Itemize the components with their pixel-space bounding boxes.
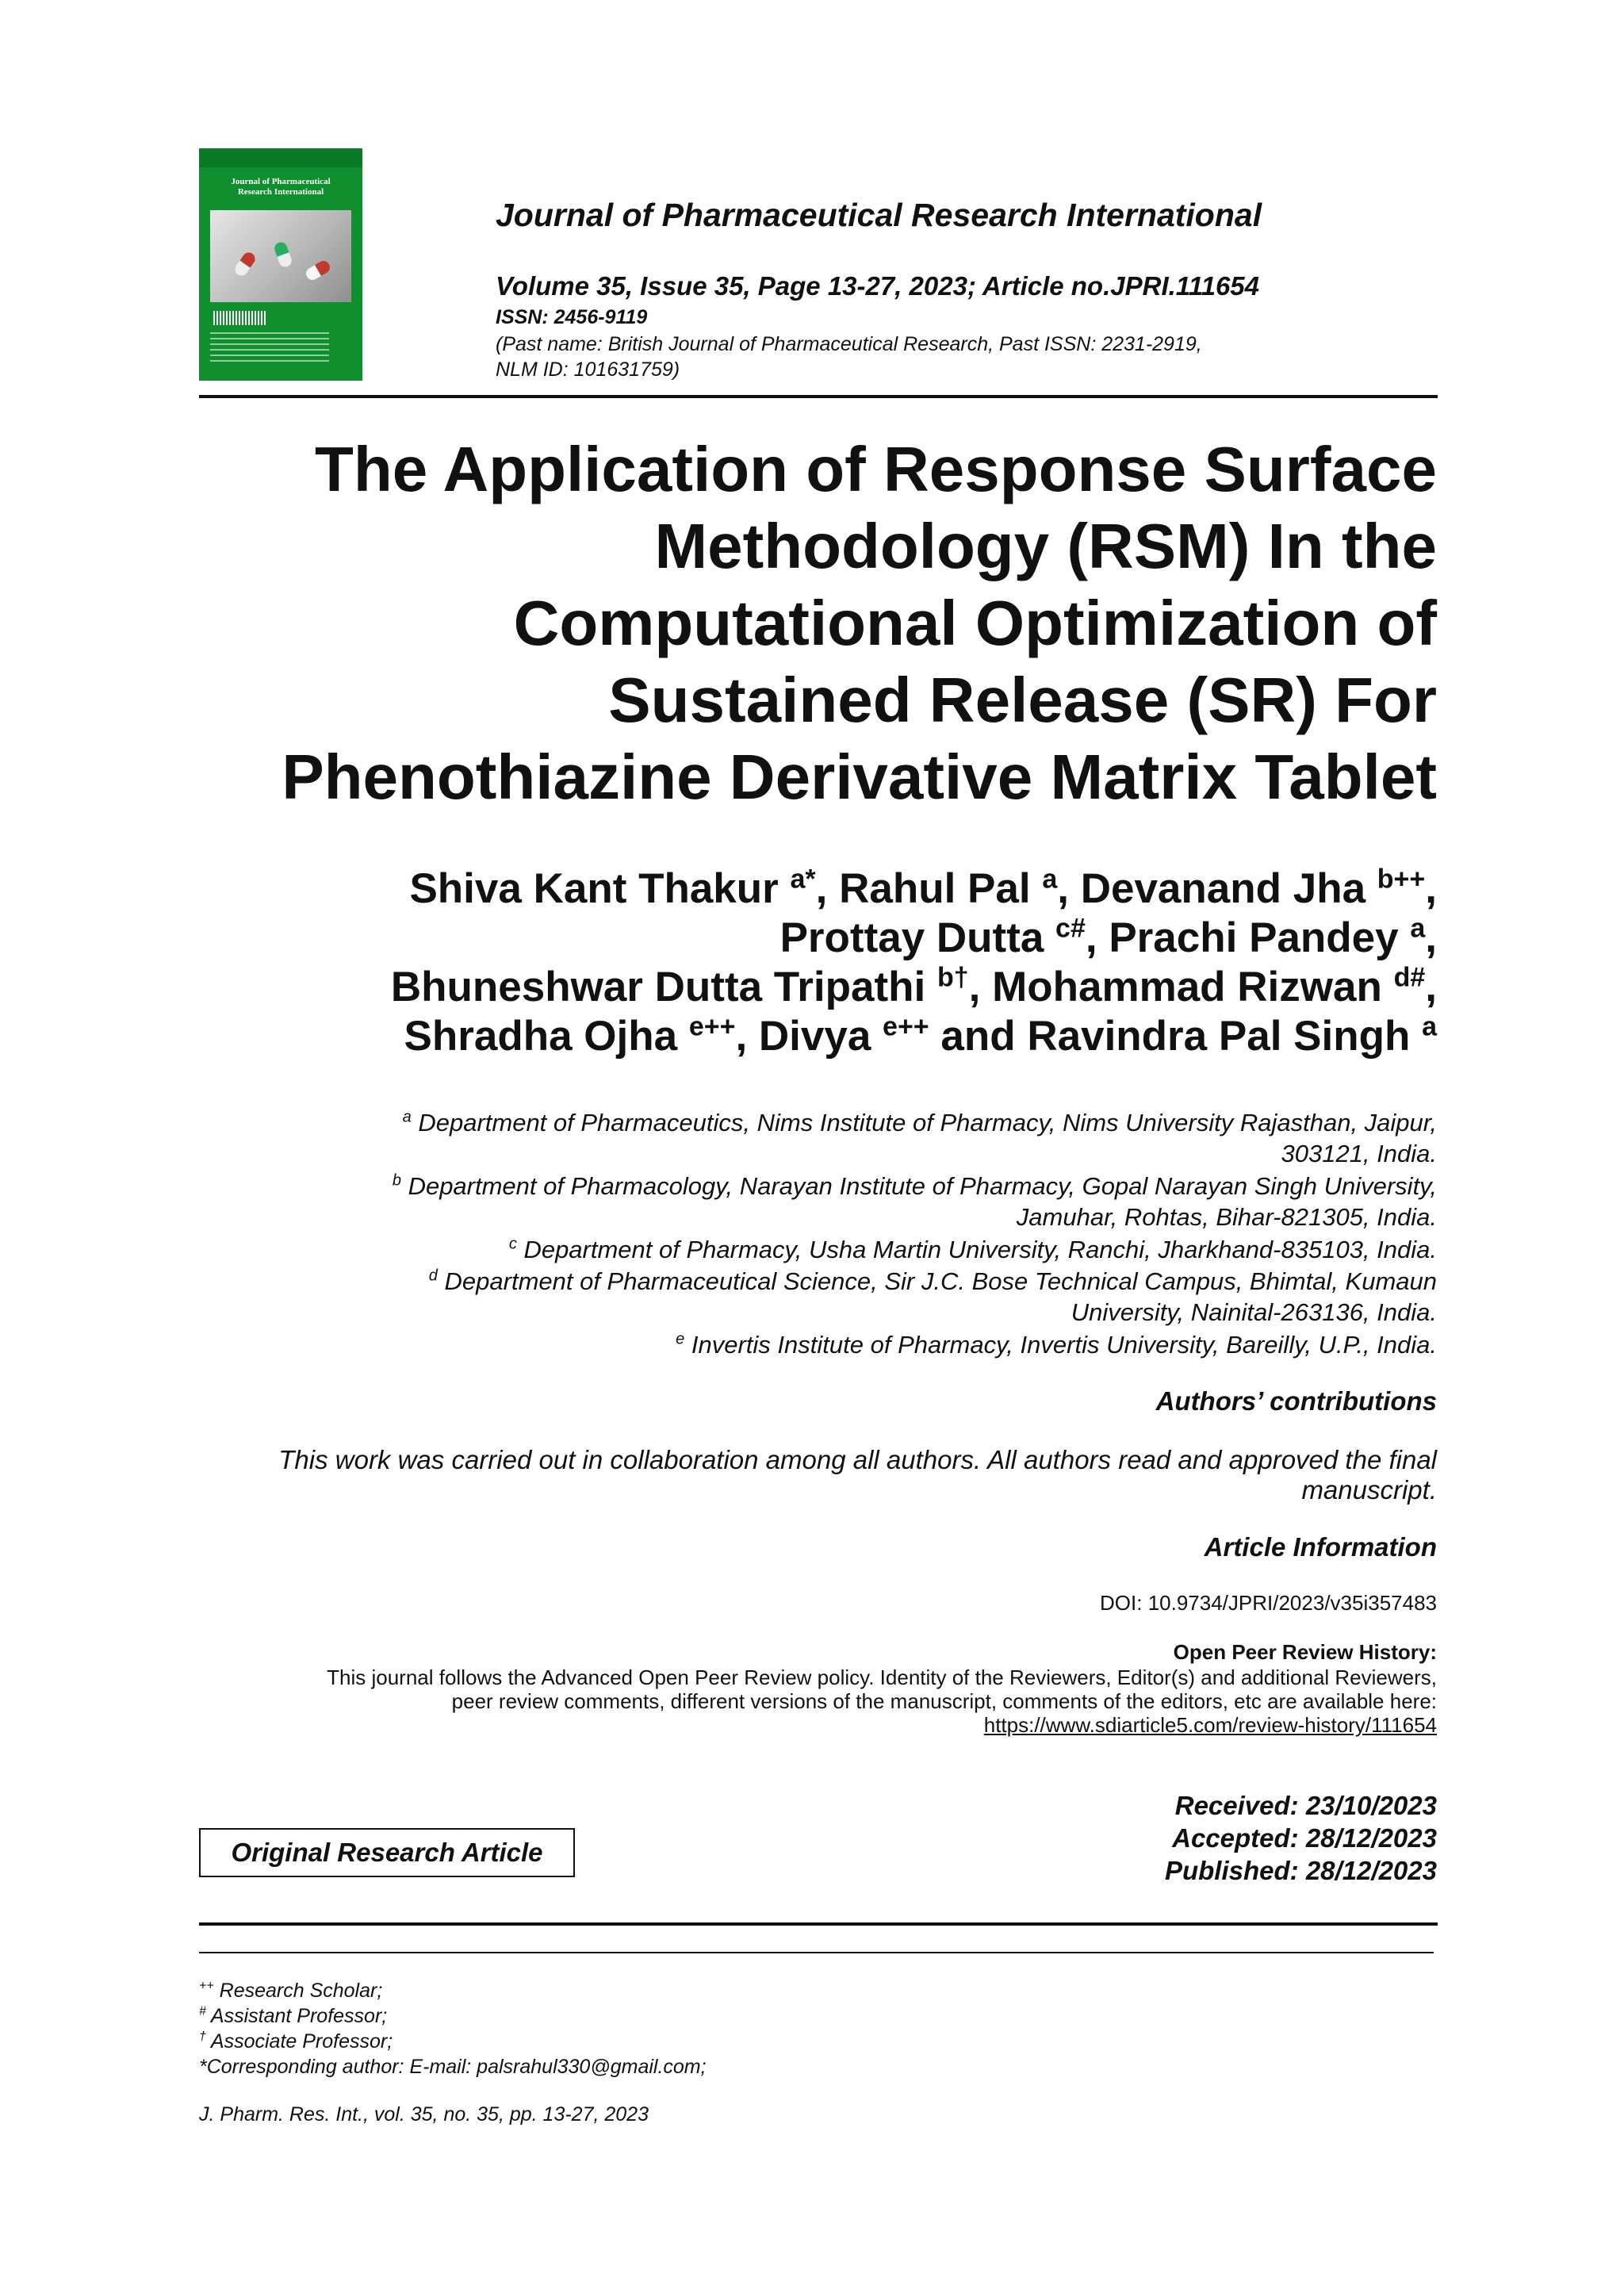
peer-review-line: peer review comments, different versions of the manuscript, comments of the editors, etc are available here: [451,1689,1437,1713]
footer-divider-thick [199,1922,1438,1926]
author-separator: , [1425,865,1437,912]
author-name: and Ravindra Pal Singh [929,1013,1423,1060]
doi-text[interactable]: DOI: 10.9734/JPRI/2023/v35i357483 [1100,1591,1437,1615]
title-line: Methodology (RSM) In the [654,511,1437,581]
affiliation-line [89,1171,1437,1202]
author-list [89,864,1437,1061]
affiliation-a [89,1107,1437,1169]
affiliation-e [89,1329,1437,1360]
journal-title: Journal of Pharmaceutical Research International [496,197,1262,233]
affiliation-mark: c [508,1235,517,1253]
contributions-heading: Authors’ contributions [1155,1386,1437,1416]
author-affiliation-mark: a [1422,1011,1437,1042]
footnote-text: Research Scholar; [213,1980,383,2002]
author-line [89,963,1437,1012]
affiliation-text: Department of Pharmacology, Narayan Institute of Pharmacy, Gopal Narayan Singh University, [400,1172,1437,1200]
corresponding-author: *Corresponding author: E-mail: palsrahul330@gmail.com; [199,2056,707,2078]
author-name: , Prachi Pandey [1085,914,1411,961]
title-line: Sustained Release (SR) For [608,665,1437,735]
affiliation-line [89,1266,1437,1297]
affiliation-line [89,1234,1437,1265]
title-line: The Application of Response Surface [314,434,1437,504]
published-date: Published: 28/12/2023 [1164,1856,1437,1885]
accepted-date: Accepted: 28/12/2023 [1172,1823,1437,1853]
affiliation-d [89,1266,1437,1328]
author-line [89,864,1437,914]
capsule-shape [232,250,257,278]
contributions-text [89,1445,1437,1505]
author-name: Shradha Ojha [404,1013,689,1060]
author-line [89,914,1437,963]
author-separator: , [1425,914,1437,961]
author-affiliation-mark: e++ [688,1011,736,1042]
cover-top-band [199,148,362,167]
affiliation-line: 303121, India. [1281,1140,1437,1167]
author-separator: , [1425,964,1437,1010]
affiliation-line: University, Nainital-263136, India. [1071,1298,1437,1326]
header-divider [199,395,1438,398]
author-affiliation-mark: a* [790,864,816,895]
affiliation-text: Department of Pharmaceutics, Nims Institute of Pharmacy, Nims University Rajasthan, Jaipur, [411,1109,1437,1137]
affiliation-b [89,1171,1437,1232]
peer-review-line: This journal follows the Advanced Open Peer Review policy. Identity of the Reviewers, Editor(s) and additional Reviewers, [327,1665,1437,1689]
past-name-line: NLM ID: 101631759) [496,358,680,381]
affiliation-line [89,1329,1437,1360]
citation-footer: J. Pharm. Res. Int., vol. 35, no. 35, pp. 13-27, 2023 [199,2103,649,2125]
footnote-text: Assistant Professor; [205,2005,388,2027]
cover-title [209,177,353,197]
peer-review-heading: Open Peer Review History: [1173,1640,1437,1664]
footnote-mark: # [199,2004,206,2018]
author-name: , Divya [735,1013,883,1060]
author-affiliation-mark: b++ [1377,864,1426,895]
cover-barcode [213,311,267,325]
capsule-shape [273,240,293,269]
author-affiliation-mark: a [1410,913,1426,944]
footnote-line [199,2003,707,2029]
author-affiliation-mark: c# [1055,913,1086,944]
footnote-text: Associate Professor; [205,2030,393,2053]
article-type-label: Original Research Article [231,1838,543,1867]
author-name: , Devanand Jha [1057,865,1377,912]
author-name: Prottay Dutta [779,914,1056,961]
affiliation-mark: a [402,1108,412,1126]
article-dates [1165,1789,1437,1887]
affiliation-text: Department of Pharmacy, Usha Martin University, Ranchi, Jharkhand-835103, India. [516,1236,1437,1263]
past-name-line: (Past name: British Journal of Pharmaceutical Research, Past ISSN: 2231-2919, [496,333,1202,355]
received-date: Received: 23/10/2023 [1174,1791,1437,1820]
contributions-line: This work was carried out in collaboration among all authors. All authors read and approved the final [278,1445,1437,1474]
cover-photo-capsules [210,210,351,302]
affiliation-mark: d [428,1267,438,1285]
capsule-shape [304,259,332,282]
footnotes [199,1978,707,2079]
footnote-line [199,1978,707,2003]
cover-title-line: Research International [237,187,324,197]
contributions-line: manuscript. [1301,1475,1437,1504]
author-affiliation-mark: d# [1393,962,1426,993]
article-info-heading: Article Information [1204,1532,1437,1562]
author-name: Bhuneshwar Dutta Tripathi [390,964,937,1010]
journal-cover-image [199,148,362,381]
author-line [89,1012,1437,1061]
footer-divider-thin [199,1952,1434,1953]
author-affiliation-mark: b† [936,962,969,993]
affiliation-line [89,1107,1437,1138]
cover-small-print [210,332,329,364]
author-affiliation-mark: e++ [883,1011,929,1042]
affiliation-c [89,1234,1437,1265]
peer-review-text [89,1665,1437,1737]
article-type-box [199,1828,575,1877]
author-name: Shiva Kant Thakur [409,865,791,912]
footnote-mark: ++ [199,1979,214,1993]
title-line: Phenothiazine Derivative Matrix Tablet [282,742,1437,812]
issn-line: ISSN: 2456-9119 [496,306,648,328]
affiliation-text: Invertis Institute of Pharmacy, Invertis University, Bareilly, U.P., India. [684,1331,1437,1359]
affiliation-mark: b [392,1171,401,1190]
author-affiliation-mark: a [1042,864,1058,895]
affiliation-text: Department of Pharmaceutical Science, Sir J.C. Bose Technical Campus, Bhimtal, Kumaun [437,1267,1437,1295]
author-name: , Rahul Pal [815,865,1043,912]
title-line: Computational Optimization of [513,588,1437,658]
volume-line: Volume 35, Issue 35, Page 13-27, 2023; Article no.JPRI.111654 [496,271,1260,301]
cover-title-line: Journal of Pharmaceutical [231,177,331,186]
past-name-block [496,332,1202,382]
affiliation-line: Jamuhar, Rohtas, Bihar-821305, India. [1016,1203,1437,1231]
footnote-mark: † [199,2030,206,2044]
peer-review-history-link[interactable]: https://www.sdiarticle5.com/review-history/111654 [983,1713,1437,1737]
footnote-line [199,2029,707,2054]
paper-title [168,431,1437,815]
affiliation-mark: e [676,1330,685,1348]
author-name: , Mohammad Rizwan [968,964,1394,1010]
